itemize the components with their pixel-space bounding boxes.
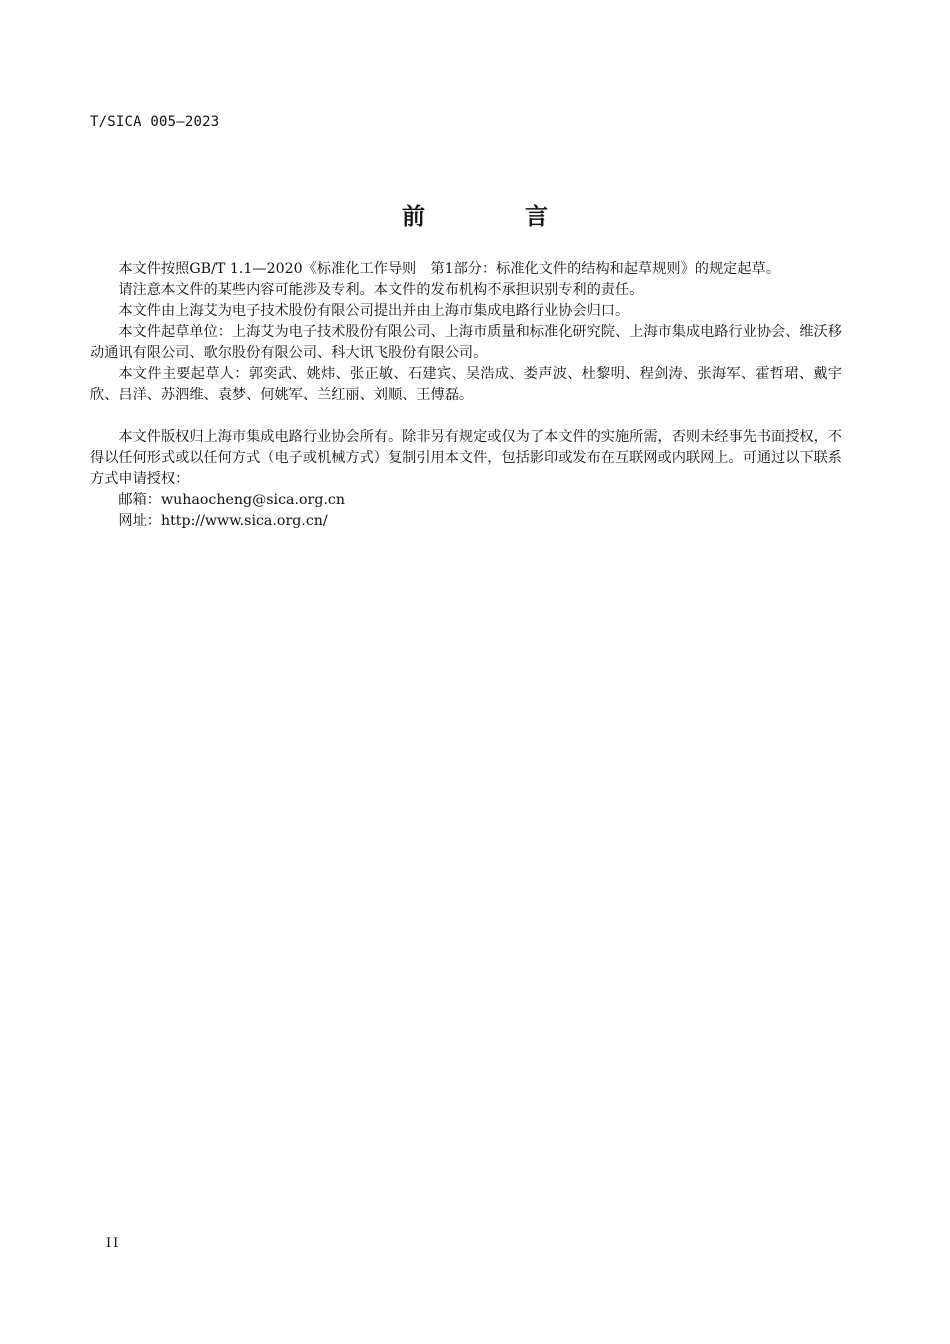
foreword-body	[90, 259, 842, 532]
document-code: T/SICA 005—2023	[90, 114, 220, 130]
paragraph-drafters: 本文件主要起草人：郭奕武、姚炜、张正敏、石建宾、吴浩成、娄声波、杜黎明、程剑涛、张海军、霍哲珺、戴宇欣、吕洋、苏泗维、袁梦、何姚军、兰红丽、刘顺、王傅磊。	[90, 366, 842, 403]
paragraph-drafting-rules: 本文件按照GB/T 1.1—2020《标准化工作导则 第1部分：标准化文件的结构和起草规则》的规定起草。	[118, 261, 780, 277]
paragraph-patent-notice: 请注意本文件的某些内容可能涉及专利。本文件的发布机构不承担识别专利的责任。	[118, 282, 644, 298]
paragraph-copyright: 本文件版权归上海市集成电路行业协会所有。除非另有规定或仅为了本文件的实施所需，否则未经事先书面授权，不得以任何形式或以任何方式（电子或机械方式）复制引用本文件，包括影印或发布在互联网或内联网上。可通过以下联系方式申请授权：	[90, 429, 842, 487]
contact-email: 邮箱：wuhaocheng@sica.org.cn	[118, 492, 345, 508]
paragraph-proposer: 本文件由上海艾为电子技术股份有限公司提出并由上海市集成电路行业协会归口。	[118, 303, 630, 319]
page-number: II	[106, 1236, 121, 1251]
page-title: 前 言	[401, 204, 594, 230]
paragraph-drafting-units: 本文件起草单位：上海艾为电子技术股份有限公司、上海市质量和标准化研究院、上海市集成电路行业协会、维沃移动通讯有限公司、歌尔股份有限公司、科大讯飞股份有限公司。	[90, 324, 842, 361]
contact-website: 网址：http://www.sica.org.cn/	[118, 513, 328, 529]
